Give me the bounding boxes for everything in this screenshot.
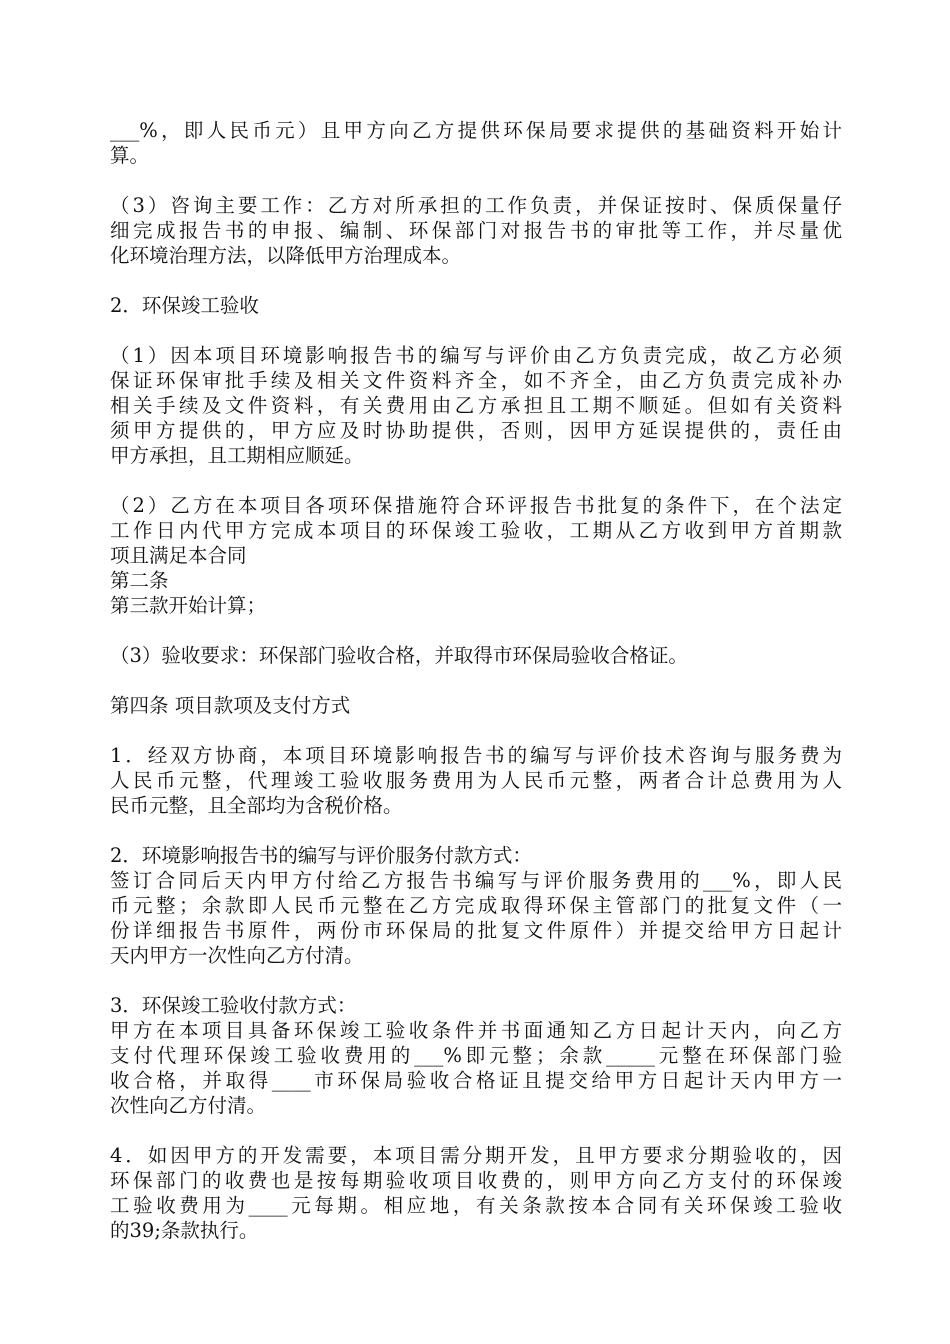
text-line: 天内甲方一次性向乙方付清。 — [110, 944, 364, 967]
paragraph-1 — [110, 118, 842, 168]
text-line: 第四条 项目款项及支付方式 — [110, 694, 351, 717]
text-line: 环保部门的收费也是按每期验收项目收费的，则甲方向乙方支付的环保竣 — [110, 1169, 842, 1192]
paragraph-10 — [110, 993, 842, 1118]
text-line: 工验收费用为____元每期。相应地，有关条款按本合同有关环保竣工验收 — [110, 1194, 842, 1217]
text-line: 甲方承担，且工期相应顺延。 — [110, 444, 364, 467]
text-line: ___%，即人民币元）且甲方向乙方提供环保局要求提供的基础资料开始计 — [110, 119, 842, 142]
text-line: （3）验收要求：环保部门验收合格，并取得市环保局验收合格证。 — [110, 644, 688, 667]
section-heading-article-4 — [110, 693, 842, 718]
text-line: 支付代理环保竣工验收费用的___%即元整；余款_____元整在环保部门验 — [110, 1044, 842, 1067]
text-line: （1）因本项目环境影响报告书的编写与评价由乙方负责完成，故乙方必须 — [110, 344, 842, 367]
text-line: 民币元整，且全部均为含税价格。 — [110, 794, 403, 817]
text-line: 2．环保竣工验收 — [110, 294, 259, 317]
paragraph-9 — [110, 843, 842, 968]
paragraph-8 — [110, 743, 842, 818]
text-line: 份详细报告书原件，两份市环保局的批复文件原件）并提交给甲方日起计 — [110, 919, 842, 942]
section-heading-acceptance — [110, 293, 842, 318]
text-line: 相关手续及文件资料，有关费用由乙方承担且工期不顺延。但如有关资料 — [110, 394, 842, 417]
text-line: 第二条 — [110, 569, 169, 592]
paragraph-4 — [110, 343, 842, 468]
text-line: 算。 — [110, 144, 150, 167]
paragraph-6 — [110, 643, 842, 668]
text-line: 细完成报告书的申报、编制、环保部门对报告书的审批等工作，并尽量优 — [110, 219, 842, 242]
text-line: 签订合同后天内甲方付给乙方报告书编写与评价服务费用的___%，即人民 — [110, 869, 842, 892]
text-line: 次性向乙方付清。 — [110, 1094, 267, 1117]
text-line: 保证环保审批手续及相关文件资料齐全，如不齐全，由乙方负责完成补办 — [110, 369, 842, 392]
text-line: 币元整；余款即人民币元整在乙方完成取得环保主管部门的批复文件（一 — [110, 894, 842, 917]
text-line: 须甲方提供的，甲方应及时协助提供，否则，因甲方延误提供的，责任由 — [110, 419, 842, 442]
text-line: 4．如因甲方的开发需要，本项目需分期开发，且甲方要求分期验收的，因 — [110, 1144, 842, 1167]
text-line: 3．环保竣工验收付款方式： — [110, 994, 357, 1017]
text-line: 的39;条款执行。 — [110, 1219, 259, 1242]
text-line: 项且满足本合同 — [110, 544, 247, 567]
paragraph-5 — [110, 493, 842, 618]
text-line: （2）乙方在本项目各项环保措施符合环评报告书批复的条件下，在个法定 — [110, 494, 842, 517]
text-line: 甲方在本项目具备环保竣工验收条件并书面通知乙方日起计天内，向乙方 — [110, 1019, 842, 1042]
text-line: 工作日内代甲方完成本项目的环保竣工验收，工期从乙方收到甲方首期款 — [110, 519, 842, 542]
paragraph-2 — [110, 193, 842, 268]
text-line: 第三款开始计算； — [110, 594, 267, 617]
text-line: （3）咨询主要工作：乙方对所承担的工作负责，并保证按时、保质保量仔 — [110, 194, 842, 217]
text-line: 1．经双方协商，本项目环境影响报告书的编写与评价技术咨询与服务费为 — [110, 744, 842, 767]
text-line: 2．环境影响报告书的编写与评价服务付款方式： — [110, 844, 532, 867]
text-line: 化环境治理方法，以降低甲方治理成本。 — [110, 244, 462, 267]
text-line: 人民币元整，代理竣工验收服务费用为人民币元整，两者合计总费用为人 — [110, 769, 842, 792]
text-line: 收合格，并取得____市环保局验收合格证且提交给甲方日起计天内甲方一 — [110, 1069, 842, 1092]
paragraph-11 — [110, 1143, 842, 1243]
